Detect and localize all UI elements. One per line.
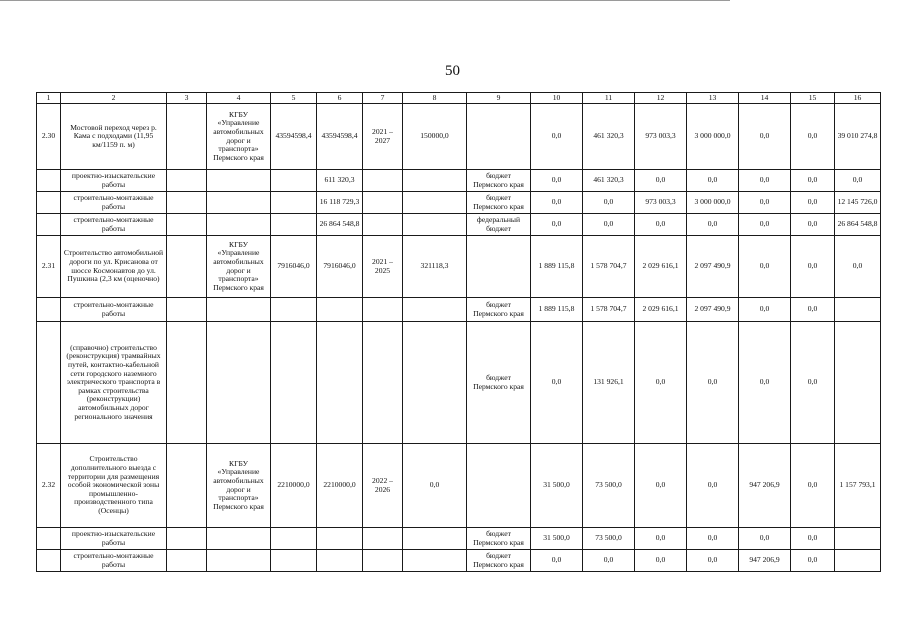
table-row <box>37 170 881 192</box>
header-cell: 14 <box>739 93 791 104</box>
total-cell: 1 157 793,1 <box>835 444 881 528</box>
row-number-cell <box>37 170 61 192</box>
funding-source-cell: бюджет Пермского края <box>467 192 531 214</box>
table-row <box>37 444 881 528</box>
year-cell: 947 206,9 <box>739 444 791 528</box>
period-cell <box>363 322 403 444</box>
estimated-cost-cell <box>271 192 317 214</box>
header-cell: 5 <box>271 93 317 104</box>
customer-cell: КГБУ «Управление автомобильных дорог и транспорта» Пермского края <box>207 104 271 170</box>
year-cell: 0,0 <box>635 214 687 236</box>
row-number-cell <box>37 192 61 214</box>
table-row <box>37 528 881 550</box>
header-cell: 16 <box>835 93 881 104</box>
year-cell: 0,0 <box>583 192 635 214</box>
year-cell: 0,0 <box>739 192 791 214</box>
year-cell: 973 003,3 <box>635 192 687 214</box>
year-cell: 0,0 <box>791 104 835 170</box>
funding-source-cell <box>467 444 531 528</box>
year-cell: 0,0 <box>739 170 791 192</box>
cost-cell: 26 864 548,8 <box>317 214 363 236</box>
period-cell <box>363 528 403 550</box>
object-name-cell: проектно-изыскательские работы <box>61 170 167 192</box>
col3-cell <box>167 104 207 170</box>
cost-cell <box>317 528 363 550</box>
header-cell: 12 <box>635 93 687 104</box>
header-cell: 1 <box>37 93 61 104</box>
estimated-cost-cell <box>271 528 317 550</box>
year-cell: 0,0 <box>531 192 583 214</box>
funding-source-cell: бюджет Пермского края <box>467 170 531 192</box>
year-cell: 3 000 000,0 <box>687 104 739 170</box>
estimated-cost-cell <box>271 170 317 192</box>
estimated-cost-cell <box>271 550 317 572</box>
table-row <box>37 322 881 444</box>
col3-cell <box>167 298 207 322</box>
table-row <box>37 104 881 170</box>
col8-cell: 150000,0 <box>403 104 467 170</box>
object-name-cell: строительно-монтажные работы <box>61 192 167 214</box>
header-cell: 2 <box>61 93 167 104</box>
col3-cell <box>167 550 207 572</box>
row-number-cell <box>37 214 61 236</box>
row-number-cell: 2.32 <box>37 444 61 528</box>
year-cell: 0,0 <box>531 322 583 444</box>
cost-cell: 16 118 729,3 <box>317 192 363 214</box>
year-cell: 0,0 <box>635 444 687 528</box>
header-cell: 10 <box>531 93 583 104</box>
year-cell: 0,0 <box>791 236 835 298</box>
object-name-cell: строительно-монтажные работы <box>61 550 167 572</box>
period-cell <box>363 214 403 236</box>
object-name-cell: Строительство автомобильной дороги по ул. Крисанова от шоссе Космонавтов до ул. Пушкина (2,3 км (оценочно) <box>61 236 167 298</box>
customer-cell: КГБУ «Управление автомобильных дорог и транспорта» Пермского края <box>207 236 271 298</box>
cost-cell: 43594598,4 <box>317 104 363 170</box>
table-row <box>37 192 881 214</box>
year-cell: 0,0 <box>687 444 739 528</box>
year-cell: 0,0 <box>687 170 739 192</box>
year-cell: 0,0 <box>531 104 583 170</box>
customer-cell <box>207 550 271 572</box>
period-cell <box>363 192 403 214</box>
period-cell <box>363 298 403 322</box>
year-cell: 0,0 <box>739 322 791 444</box>
header-cell: 15 <box>791 93 835 104</box>
total-cell: 0,0 <box>835 170 881 192</box>
header-cell: 13 <box>687 93 739 104</box>
year-cell: 0,0 <box>791 214 835 236</box>
table-row <box>37 214 881 236</box>
total-cell: 12 145 726,0 <box>835 192 881 214</box>
header-cell: 8 <box>403 93 467 104</box>
year-cell: 31 500,0 <box>531 528 583 550</box>
year-cell: 0,0 <box>687 528 739 550</box>
col3-cell <box>167 214 207 236</box>
estimated-cost-cell: 7916046,0 <box>271 236 317 298</box>
col8-cell <box>403 298 467 322</box>
cost-cell <box>317 322 363 444</box>
header-cell: 4 <box>207 93 271 104</box>
funding-source-cell: федеральный бюджет <box>467 214 531 236</box>
row-number-cell <box>37 298 61 322</box>
period-cell <box>363 550 403 572</box>
col3-cell <box>167 322 207 444</box>
year-cell: 947 206,9 <box>739 550 791 572</box>
col3-cell <box>167 192 207 214</box>
year-cell: 73 500,0 <box>583 444 635 528</box>
year-cell: 1 578 704,7 <box>583 298 635 322</box>
object-name-cell: Строительство дополнительного выезда с территории для размещения особой экономической зоны промышленно-производственного типа (Осенцы) <box>61 444 167 528</box>
total-cell: 0,0 <box>835 236 881 298</box>
year-cell: 2 097 490,9 <box>687 236 739 298</box>
total-cell: 39 010 274,8 <box>835 104 881 170</box>
year-cell: 0,0 <box>791 550 835 572</box>
year-cell: 0,0 <box>739 528 791 550</box>
col8-cell <box>403 214 467 236</box>
col8-cell <box>403 550 467 572</box>
program-table <box>36 92 881 572</box>
table-row <box>37 298 881 322</box>
year-cell: 0,0 <box>791 528 835 550</box>
funding-source-cell: бюджет Пермского края <box>467 550 531 572</box>
year-cell: 31 500,0 <box>531 444 583 528</box>
col3-cell <box>167 528 207 550</box>
year-cell: 0,0 <box>791 170 835 192</box>
top-rule <box>0 0 730 1</box>
object-name-cell: строительно-монтажные работы <box>61 214 167 236</box>
funding-source-cell: бюджет Пермского края <box>467 298 531 322</box>
table-body <box>37 93 881 572</box>
col8-cell <box>403 170 467 192</box>
year-cell: 0,0 <box>635 528 687 550</box>
customer-cell: КГБУ «Управление автомобильных дорог и транспорта» Пермского края <box>207 444 271 528</box>
col8-cell <box>403 528 467 550</box>
header-cell: 7 <box>363 93 403 104</box>
funding-source-cell: бюджет Пермского края <box>467 528 531 550</box>
estimated-cost-cell: 43594598,4 <box>271 104 317 170</box>
row-number-cell <box>37 528 61 550</box>
year-cell: 2 097 490,9 <box>687 298 739 322</box>
year-cell: 0,0 <box>531 214 583 236</box>
year-cell: 0,0 <box>791 444 835 528</box>
col3-cell <box>167 444 207 528</box>
year-cell: 1 889 115,8 <box>531 236 583 298</box>
year-cell: 0,0 <box>583 550 635 572</box>
page-number: 50 <box>445 63 460 79</box>
year-cell: 2 029 616,1 <box>635 236 687 298</box>
customer-cell <box>207 170 271 192</box>
year-cell: 1 889 115,8 <box>531 298 583 322</box>
year-cell: 461 320,3 <box>583 104 635 170</box>
col3-cell <box>167 170 207 192</box>
header-row <box>37 93 881 104</box>
year-cell: 0,0 <box>635 170 687 192</box>
period-cell <box>363 170 403 192</box>
period-cell: 2021 – 2027 <box>363 104 403 170</box>
object-name-cell: строительно-монтажные работы <box>61 298 167 322</box>
year-cell: 0,0 <box>687 550 739 572</box>
year-cell: 0,0 <box>791 322 835 444</box>
total-cell <box>835 528 881 550</box>
year-cell: 0,0 <box>791 192 835 214</box>
year-cell: 973 003,3 <box>635 104 687 170</box>
year-cell: 0,0 <box>531 170 583 192</box>
year-cell: 0,0 <box>583 214 635 236</box>
year-cell: 0,0 <box>635 550 687 572</box>
total-cell: 26 864 548,8 <box>835 214 881 236</box>
object-name-cell: (справочно) строительство (реконструкция) трамвайных путей, контактно-кабельной сети городского наземного электрического транспорта в рамках строительства (реконструкции) автомобильных дорог регионального значения <box>61 322 167 444</box>
header-cell: 11 <box>583 93 635 104</box>
estimated-cost-cell <box>271 298 317 322</box>
col8-cell: 0,0 <box>403 444 467 528</box>
object-name-cell: Мостовой переход через р. Кама с подходами (11,95 км/1159 п. м) <box>61 104 167 170</box>
year-cell: 0,0 <box>635 322 687 444</box>
funding-source-cell: бюджет Пермского края <box>467 322 531 444</box>
year-cell: 0,0 <box>687 322 739 444</box>
header-cell: 9 <box>467 93 531 104</box>
header-cell: 6 <box>317 93 363 104</box>
year-cell: 73 500,0 <box>583 528 635 550</box>
customer-cell <box>207 214 271 236</box>
total-cell <box>835 322 881 444</box>
period-cell: 2022 – 2026 <box>363 444 403 528</box>
cost-cell: 611 320,3 <box>317 170 363 192</box>
year-cell: 3 000 000,0 <box>687 192 739 214</box>
total-cell <box>835 298 881 322</box>
estimated-cost-cell <box>271 322 317 444</box>
year-cell: 461 320,3 <box>583 170 635 192</box>
estimated-cost-cell: 2210000,0 <box>271 444 317 528</box>
row-number-cell <box>37 550 61 572</box>
cost-cell <box>317 550 363 572</box>
total-cell <box>835 550 881 572</box>
customer-cell <box>207 528 271 550</box>
customer-cell <box>207 322 271 444</box>
year-cell: 131 926,1 <box>583 322 635 444</box>
funding-source-cell <box>467 236 531 298</box>
year-cell: 0,0 <box>531 550 583 572</box>
year-cell: 0,0 <box>739 214 791 236</box>
year-cell: 2 029 616,1 <box>635 298 687 322</box>
cost-cell: 2210000,0 <box>317 444 363 528</box>
object-name-cell: проектно-изыскательские работы <box>61 528 167 550</box>
col8-cell <box>403 192 467 214</box>
cost-cell <box>317 298 363 322</box>
table-row <box>37 550 881 572</box>
col8-cell: 321118,3 <box>403 236 467 298</box>
customer-cell <box>207 298 271 322</box>
funding-source-cell <box>467 104 531 170</box>
year-cell: 0,0 <box>739 298 791 322</box>
year-cell: 0,0 <box>791 298 835 322</box>
col8-cell <box>403 322 467 444</box>
row-number-cell <box>37 322 61 444</box>
estimated-cost-cell <box>271 214 317 236</box>
year-cell: 1 578 704,7 <box>583 236 635 298</box>
row-number-cell: 2.31 <box>37 236 61 298</box>
year-cell: 0,0 <box>687 214 739 236</box>
row-number-cell: 2.30 <box>37 104 61 170</box>
year-cell: 0,0 <box>739 236 791 298</box>
year-cell: 0,0 <box>739 104 791 170</box>
period-cell: 2021 – 2025 <box>363 236 403 298</box>
header-cell: 3 <box>167 93 207 104</box>
cost-cell: 7916046,0 <box>317 236 363 298</box>
col3-cell <box>167 236 207 298</box>
table-row <box>37 236 881 298</box>
customer-cell <box>207 192 271 214</box>
